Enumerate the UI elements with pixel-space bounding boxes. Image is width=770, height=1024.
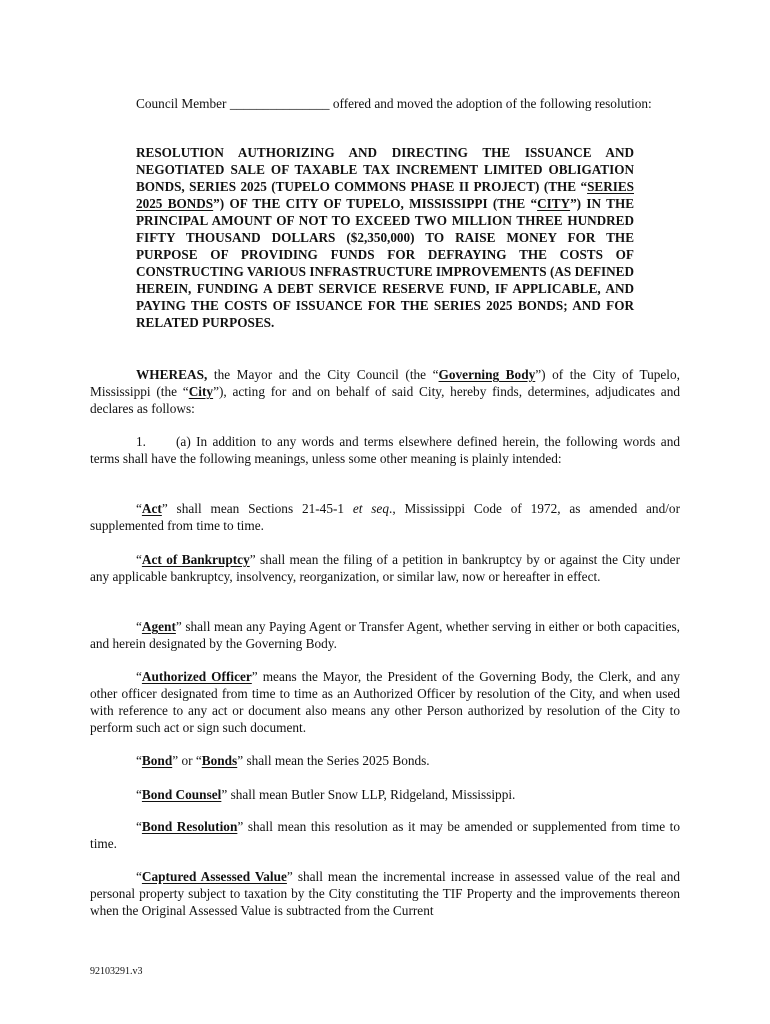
- title-term-city: CITY: [537, 196, 571, 211]
- definition-term: Bond Counsel: [141, 787, 222, 802]
- definition-term-bonds: Bonds: [201, 753, 238, 768]
- definition-term: Act of Bankruptcy: [141, 552, 250, 567]
- definition-act: “Act” shall mean Sections 21-45-1 et seq., Mississippi Code of 1972, as amended and/or supplemented from time to time.: [90, 501, 680, 533]
- intro-prefix: Council Member: [136, 96, 227, 111]
- whereas-text-2: ”) of the City of Tupelo, Mississippi (the “: [90, 367, 680, 399]
- definition-term: Captured Assessed Value: [141, 869, 287, 884]
- whereas-text-1: the Mayor and the City Council (the “: [207, 367, 439, 382]
- whereas-paragraph: [90, 366, 680, 417]
- title-text-2: ”) OF THE CITY OF TUPELO, MISSISSIPPI (THE “: [213, 196, 538, 211]
- whereas-text-3: ”), acting for and on behalf of said City, hereby finds, determines, adjudicates and declares as follows:: [90, 384, 680, 416]
- title-term-series-2025-bonds: SERIES 2025 BONDS: [136, 179, 634, 211]
- section-number: 1.: [136, 434, 146, 449]
- resolution-title: [136, 144, 634, 331]
- definition-term: Authorized Officer: [141, 669, 252, 684]
- definition-term: Bond: [141, 753, 173, 768]
- document-id-footer: 92103291.v3: [90, 966, 143, 977]
- definition-term: Act: [141, 501, 162, 516]
- term-city: City: [188, 384, 214, 399]
- title-text-3: ”) IN THE PRINCIPAL AMOUNT OF NOT TO EXCEED TWO MILLION THREE HUNDRED FIFTY THOUSAND DOLLARS ($2,350,000) TO RAISE MONEY FOR THE PURPOSE OF PROVIDING FUNDS FOR DEFRAYING THE COSTS OF CONSTRUCTING VARIOUS INFRASTRUCTURE IMPROVEMENTS (AS DEFINED HEREIN, FUNDING A DEBT SERVICE RESERVE FUND, IF APPLICABLE, AND PAYING THE COSTS OF ISSUANCE FOR THE SERIES 2025 BONDS; AND FOR RELATED PURPOSES.: [136, 196, 634, 330]
- intro-suffix: offered and moved the adoption of the following resolution:: [332, 96, 652, 111]
- definition-bond: “Bond” or “Bonds” shall mean the Series 2025 Bonds.: [136, 753, 430, 768]
- title-text-1: RESOLUTION AUTHORIZING AND DIRECTING THE ISSUANCE AND NEGOTIATED SALE OF TAXABLE TAX INCREMENT LIMITED OBLIGATION BONDS, SERIES 2025 (TUPELO COMMONS PHASE II PROJECT) (THE “: [136, 145, 634, 194]
- intro-paragraph: [90, 95, 680, 112]
- definition-term: Bond Resolution: [141, 819, 238, 834]
- definition-agent: “Agent” shall mean any Paying Agent or Transfer Agent, whether serving in either or both capacities, and herein designated by the Governing Body.: [90, 619, 680, 651]
- subsection-label: (a): [175, 434, 191, 449]
- member-name-blank: _______________: [229, 96, 330, 111]
- et-seq-italic: et seq: [352, 501, 389, 516]
- section-1-text: In addition to any words and terms elsewhere defined herein, the following words and terms shall have the following meanings, unless some other meaning is plainly intended:: [90, 434, 680, 466]
- definition-authorized-officer: “Authorized Officer” means the Mayor, the President of the Governing Body, the Clerk, and any other officer designated from time to time as an Authorized Officer by resolution of the City, and when used with reference to any act or document also means any other Person authorized by resolution of the City to perform such act or sign such document.: [90, 669, 680, 735]
- definition-term: Agent: [141, 619, 176, 634]
- term-governing-body: Governing Body: [438, 367, 536, 382]
- definition-captured-assessed-value: “Captured Assessed Value” shall mean the incremental increase in assessed value of the real and personal property subject to taxation by the City constituting the TIF Property and the improvements thereon when the Original Assessed Value is subtracted from the Current: [90, 869, 680, 918]
- definition-bond-counsel: “Bond Counsel” shall mean Butler Snow LLP, Ridgeland, Mississippi.: [136, 787, 516, 802]
- definition-bond-resolution: “Bond Resolution” shall mean this resolution as it may be amended or supplemented from time to time.: [90, 819, 680, 851]
- whereas-lead: WHEREAS,: [136, 367, 208, 382]
- section-1-paragraph: [90, 433, 680, 467]
- definition-act-of-bankruptcy: “Act of Bankruptcy” shall mean the filing of a petition in bankruptcy by or against the City under any applicable bankruptcy, insolvency, reorganization, or similar law, now or hereafter in effect.: [90, 552, 680, 584]
